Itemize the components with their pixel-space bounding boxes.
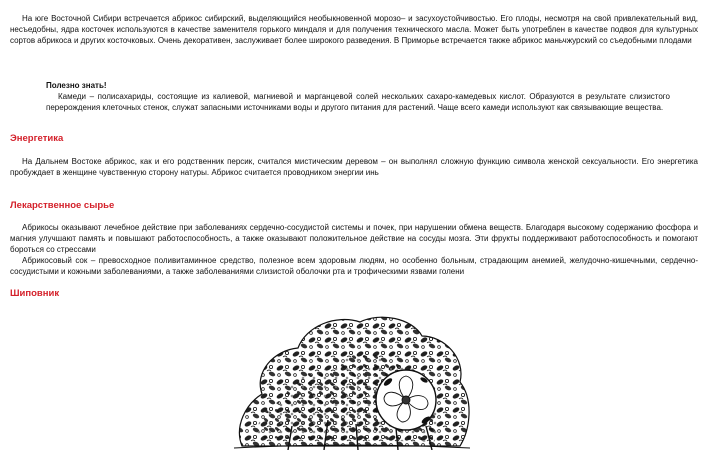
useful-note xyxy=(46,80,670,113)
intro-paragraph: На юге Восточной Сибири встречается абрикос сибирский, выделяющийся необыкновенной морозо– и засухоустойчивостью. Его плоды, несмотря на свой привлекательный вид, несъедобны, ядра косточек используются в качестве заменителя горького миндаля и для получения технического масла. Может быть употреблен в качестве подвоя для культурных сортов абрикоса и других косточковых. Очень декоративен, заслуживает более широкого разведения. В Приморье встречается также абрикос маньчжурский со съедобными плодами xyxy=(10,14,698,45)
note-title: Полезно знать! xyxy=(46,81,107,90)
energy-paragraph: На Дальнем Востоке абрикос, как и его родственник персик, считался мистическим деревом – он выполнял сложную функцию символа женской сексуальности. Его энергетика пробуждает в женщине чувственную сторону натуры. Абрикос считается проводником энергии инь xyxy=(10,157,698,177)
medicinal-paragraph-1: Абрикосы оказывают лечебное действие при заболеваниях сердечно-сосудистой системы и почек, при нарушении обмена веществ. Благодаря высокому содержанию фосфора и магния улучшают память и повышают работоспособность, а также оказывают положительное действие на сосуды мозга. Эти фрукты поддерживают работоспособность и помогают бороться со стрессами xyxy=(10,223,698,254)
rosehip-bush-icon xyxy=(228,308,476,450)
note-text: Камеди – полисахариды, состоящие из калиевой, магниевой и марганцевой солей нескольких сахаро-камедевых кислот. Образуются в результате слизистого перерождения клеточных стенок, служат запасными источниками воды и другого питания для растений. Чаще всего камеди используют как связывающие вещества. xyxy=(46,92,670,112)
rosehip-illustration xyxy=(228,308,476,450)
section-heading-medicinal: Лекарственное сырье xyxy=(10,200,115,211)
medicinal-paragraph-2: Абрикосовый сок – превосходное поливитаминное средство, полезное всем здоровым людям, но особенно больным, страдающим анемией, желудочно-кишечными, сердечно-сосудистыми и кожными заболеваниями, а также заболеваниями слизистой оболочки рта и трофическими язвами голени xyxy=(10,256,698,276)
section-heading-energy: Энергетика xyxy=(10,133,64,144)
medicinal-text xyxy=(10,222,698,277)
section-heading-rosehip: Шиповник xyxy=(10,288,60,299)
